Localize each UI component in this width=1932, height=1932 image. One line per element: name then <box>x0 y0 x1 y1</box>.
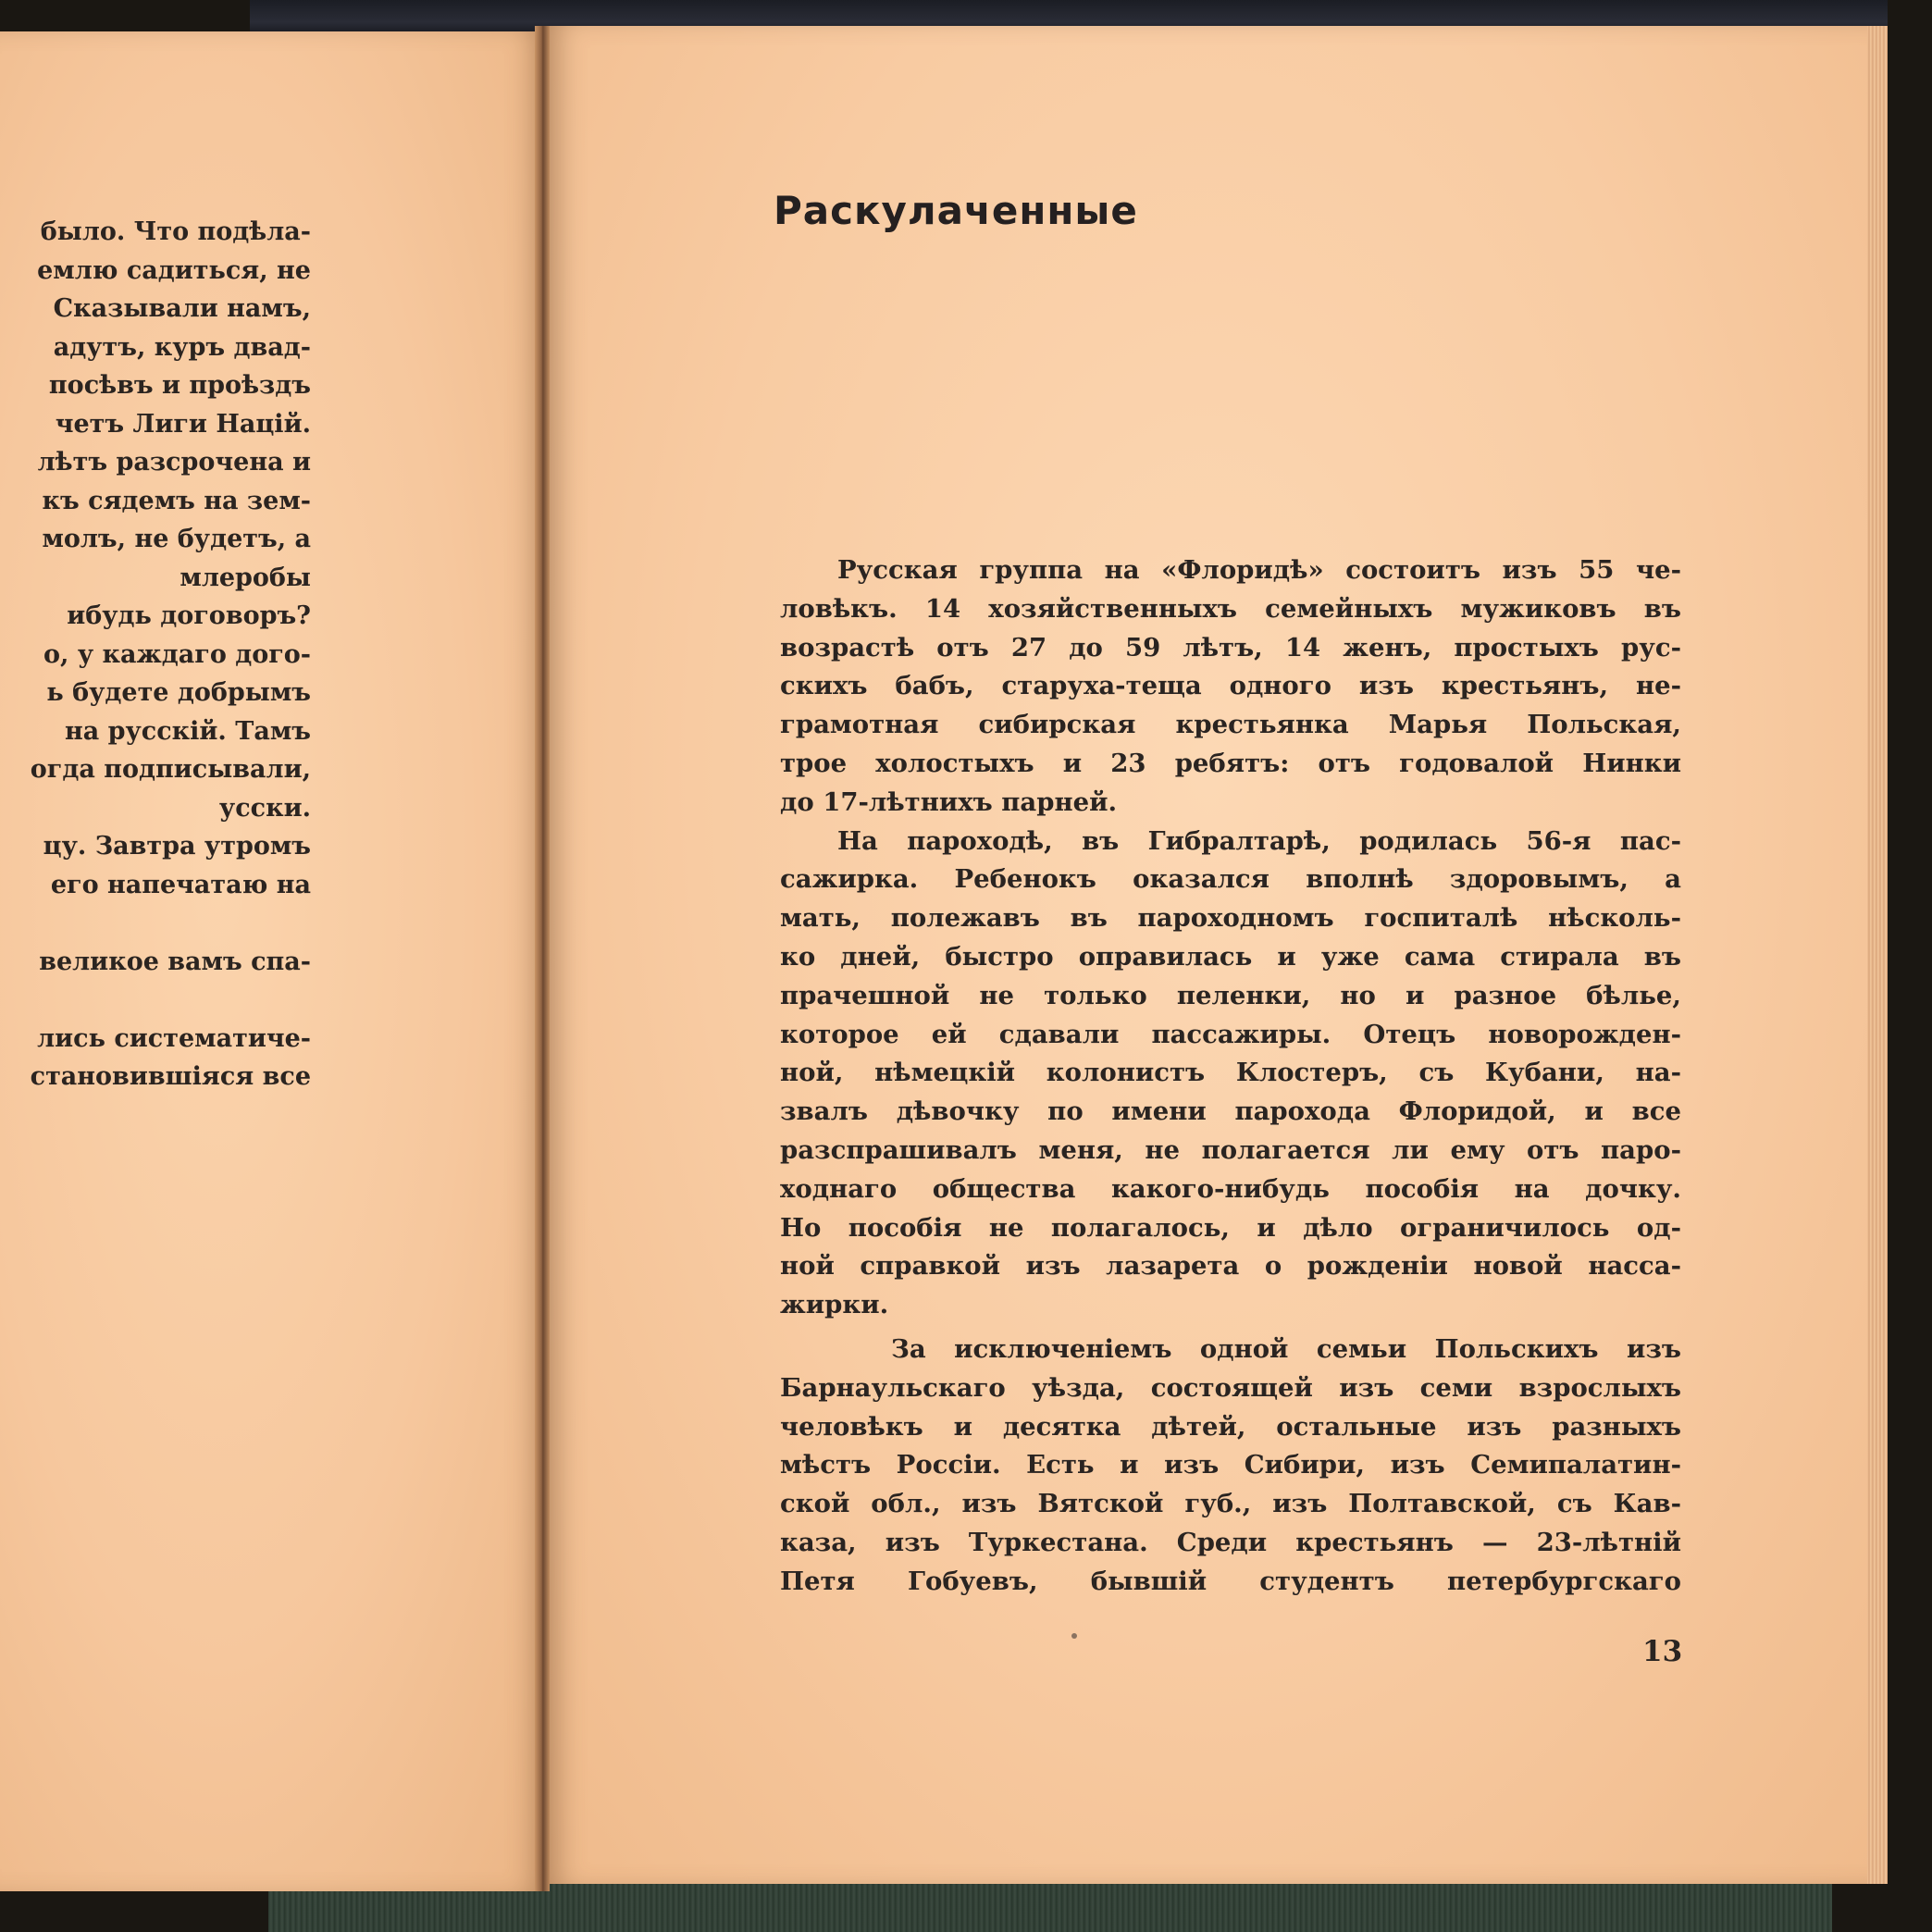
text-line: За исключеніемъ одной семьи Польскихъ изъ <box>891 1333 1681 1364</box>
text-line: его напечатаю на <box>50 870 311 899</box>
text-line: четъ Лиги Націй. <box>55 409 311 439</box>
text-line: на русскій. Тамъ <box>64 716 311 746</box>
text-line: звалъ дѣвочку по имени парохода Флоридой, и все <box>780 1096 1681 1127</box>
right-page-body <box>780 551 1681 1602</box>
ink-speck <box>1071 1633 1077 1639</box>
left-page-text <box>0 213 311 1096</box>
text-line: становившіяся все <box>30 1062 311 1091</box>
text-line: жирки. <box>780 1290 889 1320</box>
text-line: ной справкой изъ лазарета о рожденіи новой насса- <box>780 1251 1681 1282</box>
text-line: къ сядемъ на зем- <box>42 486 311 515</box>
text-line: мать, полежавъ въ пароходномъ госпиталѣ нѣсколь- <box>780 903 1681 934</box>
text-line: каза, изъ Туркестана. Среди крестьянъ — 23-лѣтній <box>780 1527 1681 1557</box>
text-line: ской обл., изъ Вятской губ., изъ Полтавской, съ Кав- <box>780 1489 1681 1519</box>
text-line: млеробы <box>180 563 311 592</box>
text-line: ловѣкъ. 14 хозяйственныхъ семейныхъ мужиковъ въ <box>780 593 1681 624</box>
page-edges <box>1867 26 1888 1884</box>
text-line: На пароходѣ, въ Гибралтарѣ, родилась 56-я пас- <box>837 825 1681 856</box>
blank-line <box>0 981 311 1020</box>
text-line: Сказывали намъ, <box>53 294 311 323</box>
text-line: о, у каждаго дого- <box>43 639 311 669</box>
blank-line <box>0 904 311 943</box>
text-line: цу. Завтра утромъ <box>43 832 311 861</box>
text-line: огда подписывали, <box>30 755 311 784</box>
text-line: Барнаульскаго уѣзда, состоящей изъ семи взрослыхъ <box>780 1372 1681 1403</box>
text-line: великое вамъ спа- <box>39 947 311 976</box>
text-line: сажирка. Ребенокъ оказался вполнѣ здоровымъ, а <box>780 864 1681 895</box>
text-line: ь будете добрымъ <box>46 678 311 707</box>
text-line: было. Что подѣла- <box>40 217 311 246</box>
book-gutter <box>535 26 550 1891</box>
page-number: 13 <box>1642 1635 1683 1668</box>
text-line: емлю садиться, не <box>37 255 311 285</box>
text-line: молъ, не будетъ, а <box>42 525 311 553</box>
text-line: ко дней, быстро оправилась и уже сама стирала въ <box>780 941 1681 972</box>
text-line: ходнаго общества какого-нибудь пособія на дочку. <box>780 1173 1681 1204</box>
chapter-title: Раскулаченные <box>774 188 1138 233</box>
text-line: возрастѣ отъ 27 до 59 лѣтъ, 14 женъ, простыхъ рус- <box>780 632 1681 663</box>
text-line: ибудь договоръ? <box>67 601 311 630</box>
text-line: трое холостыхъ и 23 ребятъ: отъ годовалой Нинки <box>780 748 1681 778</box>
text-line: Русская группа на «Флоридѣ» состоитъ изъ 55 че- <box>837 555 1681 585</box>
text-line: человѣкъ и десятка дѣтей, остальные изъ разныхъ <box>780 1411 1681 1442</box>
text-line: Петя Гобуевъ, бывшій студентъ петербургскаго <box>780 1566 1681 1596</box>
text-line: посѣвъ и проѣздъ <box>48 371 311 400</box>
text-line: лѣтъ разсрочена и <box>37 448 311 477</box>
text-line: Но пособія не полагалось, и дѣло ограничилось од- <box>780 1212 1681 1243</box>
text-line: адутъ, куръ двад- <box>53 332 311 362</box>
text-line: мѣстъ Россіи. Есть и изъ Сибири, изъ Семипалатин- <box>780 1450 1681 1480</box>
text-line: усски. <box>218 793 311 823</box>
text-line: лись систематиче- <box>37 1023 311 1053</box>
text-line: разспрашивалъ меня, не полагается ли ему отъ паро- <box>780 1134 1681 1165</box>
text-line: ной, нѣмецкій колонистъ Клостеръ, съ Кубани, на- <box>780 1058 1681 1088</box>
text-line: которое ей сдавали пассажиры. Отецъ новорожден- <box>780 1019 1681 1049</box>
text-line: до 17-лѣтнихъ парней. <box>780 786 1118 817</box>
text-line: прачешной не только пеленки, но и разное бѣлье, <box>780 980 1681 1010</box>
text-line: скихъ бабъ, старуха-теща одного изъ крестьянъ, не- <box>780 671 1681 701</box>
text-line: грамотная сибирская крестьянка Марья Польская, <box>780 710 1681 740</box>
